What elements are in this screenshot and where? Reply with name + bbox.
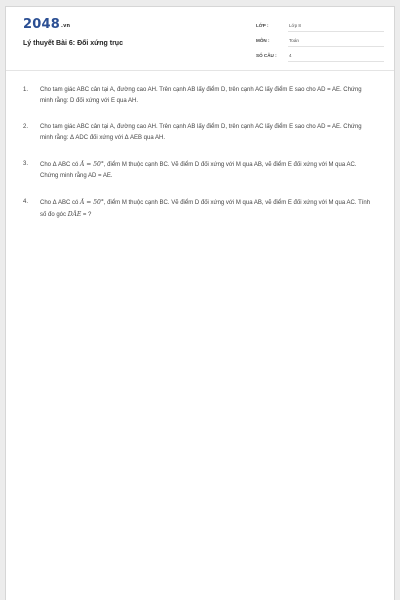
logo-suffix: .vn xyxy=(60,23,71,29)
worksheet-header xyxy=(6,7,394,67)
question-item-4 xyxy=(6,197,394,221)
meta-row-class xyxy=(256,21,384,35)
question-text: Cho tam giác ABC cân tại A, đường cao AH. Trên cạnh AB lấy điểm D, trên cạnh AC lấy điểm E sao cho AD = AE. Chứng minh rằng: D đối xứng với E qua AH. xyxy=(40,87,362,104)
meta-underline xyxy=(288,61,384,62)
header-divider xyxy=(6,70,394,71)
meta-label-count: SỐ CÂU : xyxy=(256,53,277,58)
meta-row-count xyxy=(256,51,384,65)
page-title: Lý thuyết Bài 6: Đối xứng trục xyxy=(23,40,123,47)
question-text: Cho tam giác ABC cân tại A, đường cao AH. Trên cạnh AB lấy điểm D, trên cạnh AC lấy điểm E sao cho AD = AE. Chứng minh rằng: Δ ADC đối xứng với Δ AEB qua AH. xyxy=(40,124,362,141)
angle-dae-formula: DÂE xyxy=(67,211,82,218)
meta-value-subject: Toán xyxy=(289,38,299,43)
meta-row-subject xyxy=(256,36,384,50)
angle-formula: Â = 50° xyxy=(80,161,104,168)
question-number: 1. xyxy=(23,87,29,93)
worksheet-page xyxy=(5,6,395,600)
question-item-3 xyxy=(6,159,394,182)
meta-value-class: Lớp 8 xyxy=(289,23,301,28)
meta-underline xyxy=(288,46,384,47)
question-number: 3. xyxy=(23,161,29,167)
meta-value-count: 4 xyxy=(289,53,292,58)
question-number: 2. xyxy=(23,124,29,130)
meta-label-subject: MÔN : xyxy=(256,38,270,43)
angle-formula: Â = 50° xyxy=(80,199,104,206)
site-logo[interactable] xyxy=(23,18,70,33)
question-text-end: = ? xyxy=(81,212,92,218)
meta-label-class: LỚP : xyxy=(256,23,269,28)
question-list xyxy=(6,85,394,236)
question-item-2 xyxy=(6,122,394,144)
question-text-middle: , điểm M thuộc cạnh BC. Vẽ điểm D đối xứng với M qua AB, vẽ điểm E đối xứng với M qua AC. Tính số đo góc xyxy=(40,200,371,218)
meta-underline xyxy=(288,31,384,32)
question-text-start: Cho Δ ABC có xyxy=(40,200,81,206)
question-text-start: Cho Δ ABC có xyxy=(40,162,81,168)
logo-number: 2048 xyxy=(23,17,60,32)
meta-info xyxy=(256,21,384,66)
question-number: 4. xyxy=(23,199,29,205)
question-text-end: , điểm M thuộc cạnh BC. Vẽ điểm D đối xứng với M qua AB, vẽ điểm E đối xứng với M qua AC. Chứng minh rằng AD = AE. xyxy=(40,162,357,179)
question-item-1 xyxy=(6,85,394,107)
